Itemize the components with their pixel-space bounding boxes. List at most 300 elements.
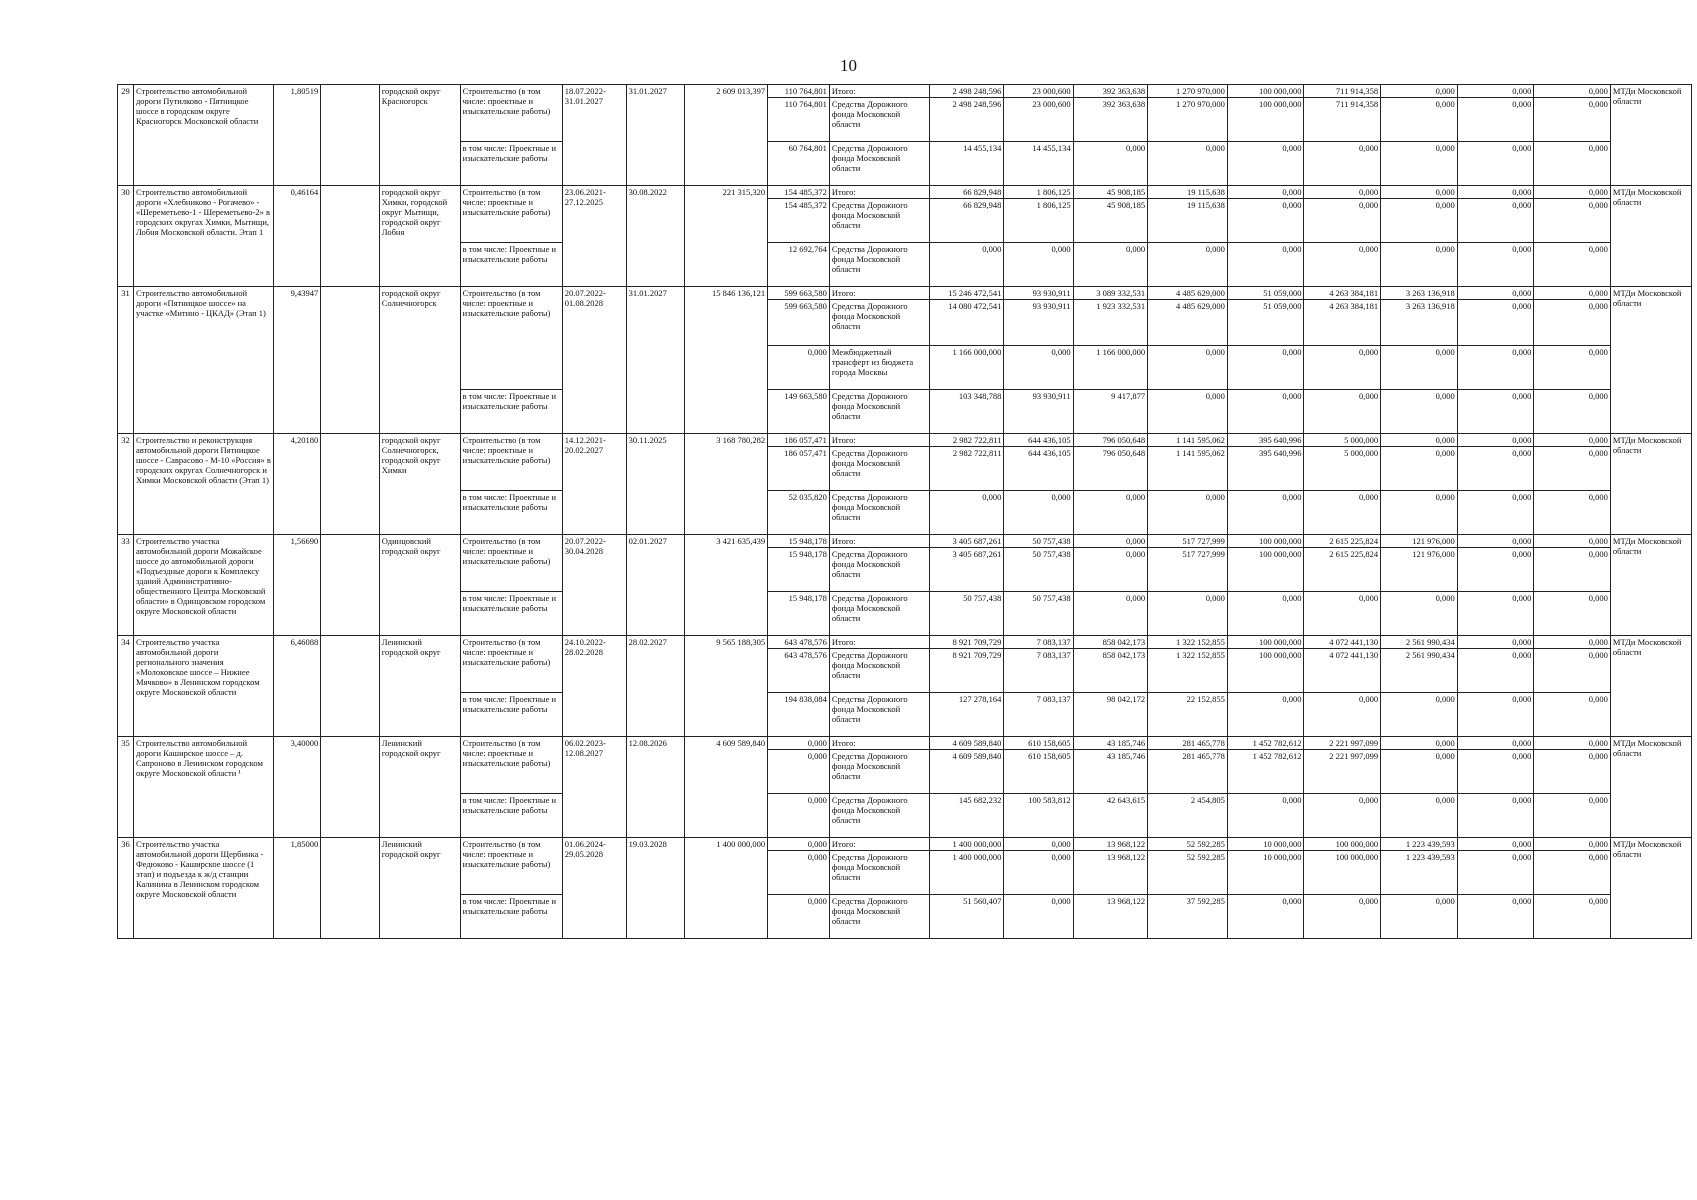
project-name: Строительство автомобильной дороги «Хлебниково - Рогачево» - «Шереметьево-1 - Шереметьево-2» в городских округах Химки, Мытищи, Лобня Московской области. Этап 1 [133,186,273,287]
value-cell: 127 278,164 [929,693,1003,737]
value-cell: 0,000 [1534,592,1611,636]
value-cell: 4 263 384,181 [1304,287,1381,300]
funding-source: Средства Дорожного фонда Московской области [829,649,929,693]
value-cell: 0,000 [1381,142,1458,186]
value-cell: 1 452 782,612 [1227,750,1304,794]
value-cell: 0,000 [1457,794,1534,838]
project-length: 6,46088 [274,636,321,737]
value-cell: 1 223 439,593 [1381,838,1458,851]
value-cell: 2 982 722,811 [929,447,1003,491]
project-name: Строительство автомобильной дороги Каширское шоссе – д. Сапроново в Ленинском городском округе Московской области ¹ [133,737,273,838]
value-cell: 3 263 136,918 [1381,300,1458,346]
value-cell: 0,000 [1227,186,1304,199]
table-row [118,838,1692,851]
value-cell: 711 914,358 [1304,85,1381,98]
funding-source: Итого: [829,287,929,300]
project-dates: 06.02.2023-12.08.2027 [562,737,626,838]
funding-source: Средства Дорожного фонда Московской области [829,447,929,491]
estimated-cost: 2 609 013,397 [685,85,768,186]
value-cell: 0,000 [1457,535,1534,548]
value-cell: 0,000 [1304,491,1381,535]
amount-cell: 149 663,580 [768,390,830,434]
value-cell: 7 083,137 [1004,649,1073,693]
value-cell: 98 042,172 [1073,693,1147,737]
value-cell: 13 968,122 [1073,838,1147,851]
value-cell: 1 806,125 [1004,199,1073,243]
funding-source: Средства Дорожного фонда Московской области [829,142,929,186]
project-name: Строительство автомобильной дороги «Пятницкое шоссе» на участке «Митино - ЦКАД» (Этап 1) [133,287,273,434]
value-cell: 0,000 [1534,85,1611,98]
project-location: городской округ Химки, городской округ Мытищи, городской округ Лобня [379,186,460,287]
value-cell: 0,000 [1004,491,1073,535]
value-cell: 0,000 [1534,142,1611,186]
value-cell: 0,000 [1534,300,1611,346]
value-cell: 3 263 136,918 [1381,287,1458,300]
value-cell: 3 405 687,261 [929,535,1003,548]
value-cell: 7 083,137 [1004,693,1073,737]
value-cell: 0,000 [1304,142,1381,186]
work-type: Строительство (в том числе: проектные и изыскательские работы) [460,287,562,390]
value-cell: 796 050,648 [1073,447,1147,491]
blank-cell [321,535,380,636]
value-cell: 52 592,285 [1148,838,1228,851]
funding-source: Средства Дорожного фонда Московской области [829,491,929,535]
table-row [118,85,1692,98]
value-cell: 4 072 441,130 [1304,649,1381,693]
value-cell: 0,000 [1381,693,1458,737]
value-cell: 4 485 629,000 [1148,287,1228,300]
subwork-label: в том числе: Проектные и изыскательские работы [460,390,562,434]
subwork-label: в том числе: Проектные и изыскательские работы [460,491,562,535]
value-cell: 610 158,605 [1004,750,1073,794]
value-cell: 0,000 [1381,390,1458,434]
amount-cell: 186 057,471 [768,434,830,447]
blank-cell [321,737,380,838]
value-cell: 0,000 [1457,85,1534,98]
amount-cell: 110 764,801 [768,98,830,142]
value-cell: 0,000 [1534,750,1611,794]
value-cell: 0,000 [1534,838,1611,851]
value-cell: 0,000 [1457,186,1534,199]
value-cell: 13 968,122 [1073,895,1147,939]
funding-source: Итого: [829,737,929,750]
value-cell: 0,000 [1304,243,1381,287]
value-cell: 8 921 709,729 [929,636,1003,649]
value-cell: 23 000,600 [1004,85,1073,98]
value-cell: 0,000 [1457,649,1534,693]
executor: МТДи Московской области [1610,737,1691,838]
value-cell: 796 050,648 [1073,434,1147,447]
work-type: Строительство (в том числе: проектные и изыскательские работы) [460,434,562,491]
value-cell: 2 561 990,434 [1381,649,1458,693]
value-cell: 10 000,000 [1227,838,1304,851]
value-cell: 14 455,134 [929,142,1003,186]
project-dates: 24.10.2022-28.02.2028 [562,636,626,737]
amount-cell: 0,000 [768,346,830,390]
executor: МТДи Московской области [1610,838,1691,939]
value-cell: 1 270 970,000 [1148,85,1228,98]
value-cell: 0,000 [1457,434,1534,447]
value-cell: 0,000 [1534,186,1611,199]
value-cell: 281 465,778 [1148,750,1228,794]
amount-cell: 194 838,084 [768,693,830,737]
subwork-label: в том числе: Проектные и изыскательские работы [460,243,562,287]
work-type: Строительство (в том числе: проектные и изыскательские работы) [460,535,562,592]
completion-date: 30.08.2022 [626,186,685,287]
value-cell: 66 829,948 [929,199,1003,243]
value-cell: 0,000 [1457,750,1534,794]
value-cell: 2 561 990,434 [1381,636,1458,649]
value-cell: 1 141 595,062 [1148,434,1228,447]
funding-source: Итого: [829,85,929,98]
value-cell: 0,000 [1381,346,1458,390]
value-cell: 14 455,134 [1004,142,1073,186]
value-cell: 50 757,438 [1004,548,1073,592]
value-cell: 1 141 595,062 [1148,447,1228,491]
value-cell: 0,000 [1381,85,1458,98]
value-cell: 121 976,000 [1381,548,1458,592]
executor: МТДи Московской области [1610,434,1691,535]
estimated-cost: 1 400 000,000 [685,838,768,939]
value-cell: 4 609 589,840 [929,750,1003,794]
funding-source: Итого: [829,434,929,447]
value-cell: 0,000 [1073,142,1147,186]
value-cell: 395 640,996 [1227,447,1304,491]
value-cell: 0,000 [1304,693,1381,737]
value-cell: 0,000 [1381,243,1458,287]
value-cell: 3 405 687,261 [929,548,1003,592]
project-location: Ленинский городской округ [379,636,460,737]
work-type: Строительство (в том числе: проектные и изыскательские работы) [460,186,562,243]
amount-cell: 52 035,820 [768,491,830,535]
value-cell: 2 982 722,811 [929,434,1003,447]
value-cell: 100 000,000 [1304,851,1381,895]
value-cell: 45 908,185 [1073,186,1147,199]
project-number: 35 [118,737,134,838]
value-cell: 4 609 589,840 [929,737,1003,750]
value-cell: 0,000 [1457,895,1534,939]
value-cell: 0,000 [1534,390,1611,434]
value-cell: 5 000,000 [1304,447,1381,491]
estimated-cost: 3 421 635,439 [685,535,768,636]
project-length: 3,40000 [274,737,321,838]
value-cell: 1 270 970,000 [1148,98,1228,142]
project-number: 34 [118,636,134,737]
value-cell: 0,000 [1004,895,1073,939]
value-cell: 0,000 [1381,895,1458,939]
value-cell: 711 914,358 [1304,98,1381,142]
value-cell: 0,000 [1457,636,1534,649]
project-dates: 23.06.2021-27.12.2025 [562,186,626,287]
table-row [118,186,1692,199]
value-cell: 0,000 [1534,649,1611,693]
funding-source: Средства Дорожного фонда Московской области [829,794,929,838]
funding-source: Средства Дорожного фонда Московской области [829,199,929,243]
value-cell: 0,000 [1381,592,1458,636]
project-location: Ленинский городской округ [379,838,460,939]
work-type: Строительство (в том числе: проектные и изыскательские работы) [460,838,562,895]
value-cell: 7 083,137 [1004,636,1073,649]
value-cell: 2 615 225,824 [1304,548,1381,592]
estimated-cost: 9 565 188,305 [685,636,768,737]
value-cell: 0,000 [1148,390,1228,434]
funding-source: Средства Дорожного фонда Московской области [829,548,929,592]
value-cell: 0,000 [1534,851,1611,895]
project-length: 4,20180 [274,434,321,535]
value-cell: 0,000 [1534,693,1611,737]
estimated-cost: 15 846 136,121 [685,287,768,434]
project-name: Строительство участка автомобильной дороги Щербинка - Федюково - Каширское шоссе (1 этап) и подъезда к ж/д станции Калинина в Ленинском городском округе Московской области [133,838,273,939]
executor: МТДи Московской области [1610,287,1691,434]
value-cell: 0,000 [929,243,1003,287]
value-cell: 0,000 [1457,390,1534,434]
value-cell: 1 223 439,593 [1381,851,1458,895]
value-cell: 8 921 709,729 [929,649,1003,693]
funding-source: Итого: [829,535,929,548]
value-cell: 0,000 [1381,447,1458,491]
value-cell: 2 498 248,596 [929,85,1003,98]
value-cell: 2 221 997,099 [1304,750,1381,794]
value-cell: 100 000,000 [1227,535,1304,548]
value-cell: 93 930,911 [1004,287,1073,300]
table-row [118,636,1692,649]
value-cell: 0,000 [1457,346,1534,390]
amount-cell: 599 663,580 [768,300,830,346]
value-cell: 0,000 [1227,390,1304,434]
value-cell: 392 363,638 [1073,85,1147,98]
value-cell: 100 000,000 [1304,838,1381,851]
value-cell: 145 682,232 [929,794,1003,838]
funding-source: Итого: [829,838,929,851]
project-length: 9,43947 [274,287,321,434]
blank-cell [321,838,380,939]
value-cell: 0,000 [1457,199,1534,243]
value-cell: 0,000 [1304,199,1381,243]
project-number: 36 [118,838,134,939]
value-cell: 0,000 [1227,592,1304,636]
project-location: Одинцовский городской округ [379,535,460,636]
value-cell: 0,000 [1534,895,1611,939]
value-cell: 1 322 152,855 [1148,636,1228,649]
project-dates: 01.06.2024-29.05.2028 [562,838,626,939]
value-cell: 0,000 [1073,243,1147,287]
estimated-cost: 221 315,320 [685,186,768,287]
funding-source: Средства Дорожного фонда Московской области [829,693,929,737]
work-type: Строительство (в том числе: проектные и изыскательские работы) [460,636,562,693]
value-cell: 93 930,911 [1004,390,1073,434]
value-cell: 0,000 [1457,851,1534,895]
value-cell: 0,000 [1304,346,1381,390]
value-cell: 0,000 [1534,548,1611,592]
value-cell: 1 400 000,000 [929,838,1003,851]
project-location: городской округ Солнечногорск, городской округ Химки [379,434,460,535]
value-cell: 858 042,173 [1073,636,1147,649]
value-cell: 0,000 [1457,98,1534,142]
value-cell: 0,000 [1227,693,1304,737]
value-cell: 395 640,996 [1227,434,1304,447]
completion-date: 31.01.2027 [626,85,685,186]
value-cell: 2 221 997,099 [1304,737,1381,750]
subwork-label: в том числе: Проектные и изыскательские работы [460,895,562,939]
funding-source: Итого: [829,636,929,649]
value-cell: 644 436,105 [1004,434,1073,447]
value-cell: 100 000,000 [1227,85,1304,98]
value-cell: 0,000 [1457,287,1534,300]
value-cell: 0,000 [1227,346,1304,390]
amount-cell: 15 948,178 [768,548,830,592]
value-cell: 0,000 [1534,491,1611,535]
value-cell: 0,000 [1304,794,1381,838]
value-cell: 0,000 [1304,895,1381,939]
value-cell: 37 592,285 [1148,895,1228,939]
funding-source: Средства Дорожного фонда Московской области [829,592,929,636]
value-cell: 0,000 [1534,447,1611,491]
funding-source: Средства Дорожного фонда Московской области [829,390,929,434]
value-cell: 644 436,105 [1004,447,1073,491]
value-cell: 0,000 [1148,243,1228,287]
amount-cell: 599 663,580 [768,287,830,300]
amount-cell: 60 764,801 [768,142,830,186]
amount-cell: 0,000 [768,737,830,750]
value-cell: 52 592,285 [1148,851,1228,895]
value-cell: 5 000,000 [1304,434,1381,447]
value-cell: 0,000 [1457,142,1534,186]
value-cell: 100 000,000 [1227,636,1304,649]
value-cell: 0,000 [1534,434,1611,447]
value-cell: 0,000 [1457,300,1534,346]
project-number: 30 [118,186,134,287]
value-cell: 0,000 [1227,142,1304,186]
project-length: 0,46164 [274,186,321,287]
amount-cell: 0,000 [768,750,830,794]
value-cell: 0,000 [1534,737,1611,750]
value-cell: 50 757,438 [929,592,1003,636]
project-length: 1,85000 [274,838,321,939]
value-cell: 0,000 [1227,199,1304,243]
value-cell: 50 757,438 [1004,592,1073,636]
value-cell: 858 042,173 [1073,649,1147,693]
value-cell: 610 158,605 [1004,737,1073,750]
value-cell: 45 908,185 [1073,199,1147,243]
value-cell: 13 968,122 [1073,851,1147,895]
value-cell: 0,000 [1534,794,1611,838]
completion-date: 30.11.2025 [626,434,685,535]
value-cell: 66 829,948 [929,186,1003,199]
projects-table [117,84,1692,939]
value-cell: 0,000 [1457,838,1534,851]
value-cell: 0,000 [1148,142,1228,186]
completion-date: 28.02.2027 [626,636,685,737]
value-cell: 9 417,877 [1073,390,1147,434]
work-type: Строительство (в том числе: проектные и изыскательские работы) [460,737,562,794]
value-cell: 0,000 [1227,794,1304,838]
blank-cell [321,287,380,434]
value-cell: 0,000 [1534,199,1611,243]
blank-cell [321,85,380,186]
value-cell: 0,000 [1304,592,1381,636]
value-cell: 0,000 [1534,243,1611,287]
project-location: городской округ Солнечногорск [379,287,460,434]
executor: МТДи Московской области [1610,535,1691,636]
completion-date: 19.03.2028 [626,838,685,939]
amount-cell: 15 948,178 [768,592,830,636]
projects-body [118,85,1692,939]
value-cell: 0,000 [1004,243,1073,287]
funding-source: Средства Дорожного фонда Московской области [829,750,929,794]
project-number: 33 [118,535,134,636]
value-cell: 0,000 [1381,199,1458,243]
executor: МТДи Московской области [1610,186,1691,287]
amount-cell: 0,000 [768,851,830,895]
completion-date: 31.01.2027 [626,287,685,434]
value-cell: 0,000 [1073,548,1147,592]
project-number: 31 [118,287,134,434]
value-cell: 0,000 [1457,548,1534,592]
value-cell: 281 465,778 [1148,737,1228,750]
subwork-label: в том числе: Проектные и изыскательские работы [460,794,562,838]
project-name: Строительство и реконструкция автомобильной дороги Пятницкое шоссе - Саврасово - М-10 «Россия» в городских округах Солнечногорск и Химки Московской области (Этап 1) [133,434,273,535]
amount-cell: 186 057,471 [768,447,830,491]
project-dates: 20.07.2022-01.08.2028 [562,287,626,434]
amount-cell: 154 485,372 [768,199,830,243]
value-cell: 0,000 [1534,535,1611,548]
funding-source: Средства Дорожного фонда Московской области [829,243,929,287]
value-cell: 14 080 472,541 [929,300,1003,346]
value-cell: 42 643,615 [1073,794,1147,838]
funding-source: Средства Дорожного фонда Московской области [829,895,929,939]
value-cell: 517 727,999 [1148,535,1228,548]
value-cell: 0,000 [1381,186,1458,199]
value-cell: 1 452 782,612 [1227,737,1304,750]
value-cell: 0,000 [1457,592,1534,636]
value-cell: 1 806,125 [1004,186,1073,199]
table-row [118,434,1692,447]
completion-date: 12.08.2026 [626,737,685,838]
table-row [118,287,1692,300]
value-cell: 0,000 [1004,838,1073,851]
value-cell: 517 727,999 [1148,548,1228,592]
value-cell: 0,000 [1457,737,1534,750]
value-cell: 0,000 [1381,491,1458,535]
value-cell: 0,000 [1148,491,1228,535]
table-row [118,535,1692,548]
value-cell: 121 976,000 [1381,535,1458,548]
value-cell: 0,000 [1304,186,1381,199]
value-cell: 0,000 [1381,434,1458,447]
value-cell: 51 059,000 [1227,300,1304,346]
blank-cell [321,636,380,737]
subwork-label: в том числе: Проектные и изыскательские работы [460,693,562,737]
project-dates: 20.07.2022-30.04.2028 [562,535,626,636]
value-cell: 0,000 [1073,535,1147,548]
value-cell: 0,000 [1457,243,1534,287]
value-cell: 93 930,911 [1004,300,1073,346]
value-cell: 0,000 [1004,346,1073,390]
value-cell: 0,000 [1457,447,1534,491]
amount-cell: 15 948,178 [768,535,830,548]
value-cell: 0,000 [1534,98,1611,142]
amount-cell: 0,000 [768,794,830,838]
value-cell: 0,000 [1534,287,1611,300]
project-name: Строительство участка автомобильной дороги Можайское шоссе до автомобильной дороги «Подъездные дороги к Комплексу зданий Административно-общественного Центра Московской области» в Одинцовском городском округе Московской области [133,535,273,636]
amount-cell: 12 692,764 [768,243,830,287]
amount-cell: 643 478,576 [768,649,830,693]
value-cell: 103 348,788 [929,390,1003,434]
project-name: Строительство автомобильной дороги Путилково - Пятницкое шоссе в городском округе Красногорск Московской области [133,85,273,186]
page-number: 10 [840,56,857,75]
blank-cell [321,434,380,535]
value-cell: 100 000,000 [1227,548,1304,592]
